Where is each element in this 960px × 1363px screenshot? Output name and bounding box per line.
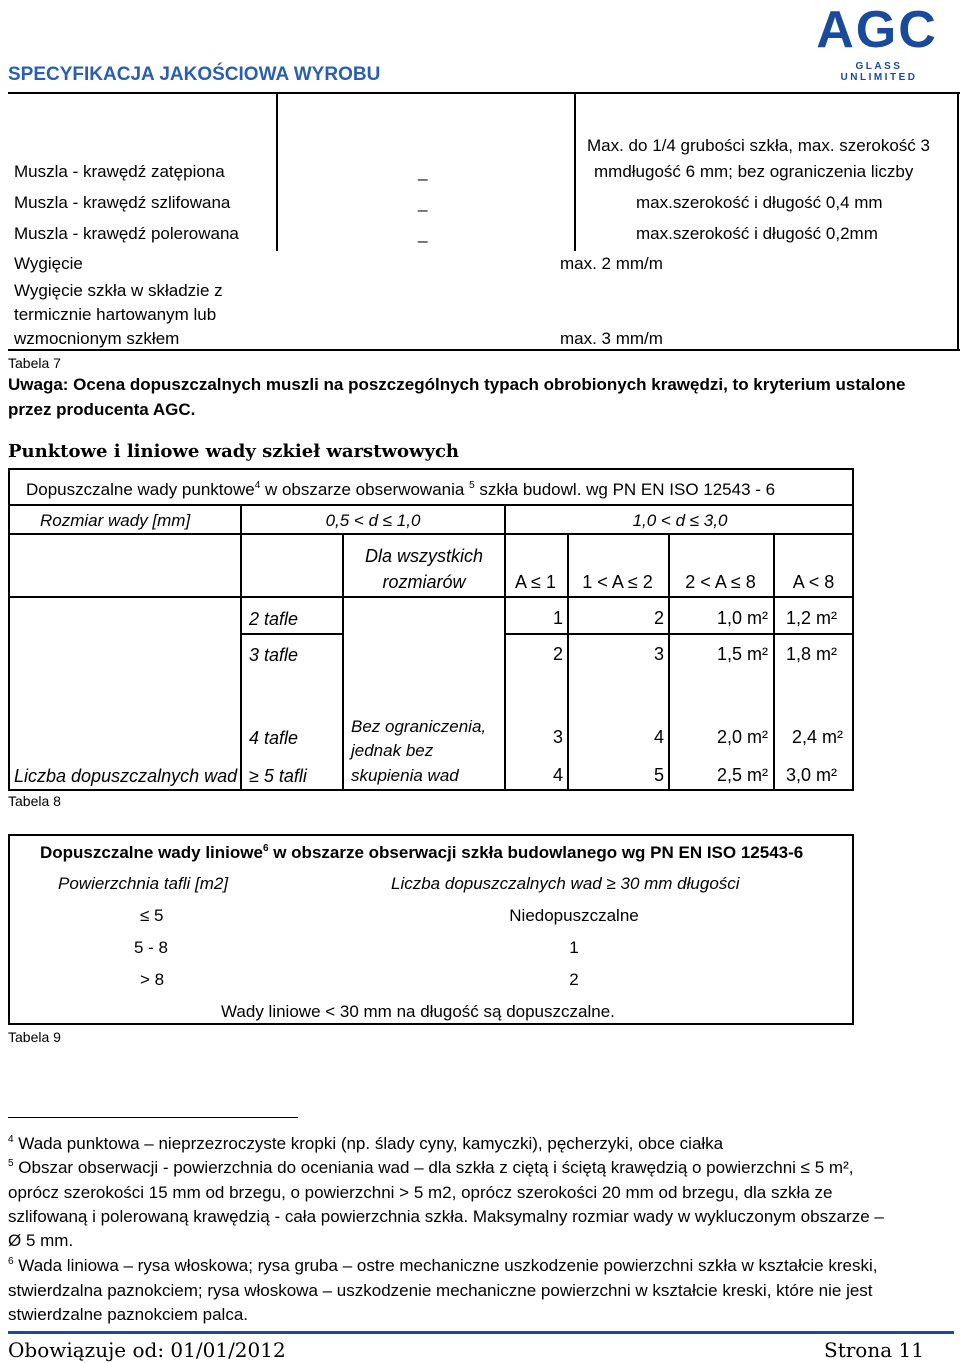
table-cell: 2,4 m² [791, 727, 843, 747]
logo-tagline: GLASS UNLIMITED [840, 61, 918, 83]
table-cell: 2,0 m² [716, 727, 768, 747]
footnote-4: $^4$ Wada punktowa – nieprzezroczyste kropki (np. ślady cyny, kamyczki), pęcherzyki, obce ciałka [8, 1134, 724, 1153]
area-header: A < 8 [792, 572, 835, 592]
table-7-note: przez producenta AGC. [8, 400, 196, 419]
table-row-label: Muszla - krawędź polerowana [14, 224, 239, 243]
table-cell: 3 [552, 727, 563, 747]
table-cell: 1,0 m² [716, 608, 768, 628]
table-row-value: mmdługość 6 mm; bez ograniczenia liczby [594, 162, 914, 181]
table-cell: 4 [552, 765, 563, 785]
unlimited-label: Bez ograniczenia, [351, 717, 487, 736]
footnote-divider [8, 1117, 298, 1118]
table-row-value: max.szerokość i długość 0,4 mm [636, 193, 883, 212]
footnote-5: szlifowaną i polerowaną krawędzią - cała powierzchnia szkła. Maksymalny rozmiar wady w wykluczonym obszarze – [8, 1207, 884, 1226]
count-cell: 2 [569, 970, 579, 989]
panes-label: ≥ 5 tafli [249, 766, 307, 786]
table-row-label: wzmocnionym szkłem [14, 329, 180, 348]
table-cell: 5 [653, 765, 664, 785]
table-row-label: termicznie hartowanym lub [14, 305, 217, 324]
agc-logo [812, 1, 952, 83]
table-cell: 1,2 m² [785, 608, 837, 628]
table-9-caption: Tabela 9 [8, 1029, 61, 1045]
panes-label: 3 tafle [249, 645, 299, 665]
table-cell: 1,5 m² [716, 644, 768, 664]
footnote-6: stwierdzalna paznokciem; rysa włoskowa – uszkodzenie mechaniczne powierzchni w kształcie kreski, które nie jest [8, 1281, 873, 1300]
table-cell: 1,8 m² [785, 644, 837, 664]
table-row-mid: _ [418, 193, 428, 212]
table-cell: 3 [653, 644, 664, 664]
footer-rule [8, 1331, 954, 1334]
table-cell: 1 [552, 608, 563, 628]
footnote-6: $^6$ Wada liniowa – rysa włoskowa; rysa gruba – ostre mechaniczne uszkodzenie powierzchni szkła w kształcie kreski, [8, 1256, 878, 1275]
panes-label: 2 tafle [249, 609, 299, 629]
table-row-value: Max. do 1/4 grubości szkła, max. szerokość 3 [587, 136, 930, 155]
table-row-label: Muszla - krawędź szlifowana [14, 193, 231, 212]
size-label: Rozmiar wady [mm] [40, 511, 191, 530]
count-label: Liczba dopuszczalnych wad [14, 766, 238, 786]
table-9-footer: Wady liniowe < 30 mm na długość są dopuszczalne. [221, 1002, 615, 1021]
all-sizes-label: Dla wszystkich [364, 546, 484, 566]
table-cell: 2,5 m² [716, 765, 768, 785]
table-7-note: Uwaga: Ocena dopuszczalnych muszli na poszczególnych typach obrobionych krawędzi, to kryterium ustalone [8, 375, 906, 394]
table-row-label: Wygięcie szkła w składzie z [14, 281, 223, 300]
area-cell: > 8 [140, 970, 165, 989]
table-row-mid: _ [418, 162, 428, 181]
area-cell: 5 - 8 [134, 938, 169, 957]
table-row-label: Muszla - krawędź zatępiona [14, 162, 225, 181]
table-9-col1: Powierzchnia tafli [m2] [58, 874, 229, 893]
table-row-mid: _ [418, 224, 428, 243]
area-cell: ≤ 5 [140, 906, 164, 925]
unlimited-label: jednak bez [351, 741, 434, 760]
panes-label: 4 tafle [249, 728, 299, 748]
table-7-caption: Tabela 7 [8, 355, 61, 371]
table-8-title: Dopuszczalne wady punktowe$^4$ w obszarze obserwowania $^5$ szkła budowl. wg PN EN ISO 12543 - 6 [26, 480, 776, 499]
table-row-value: max. 3 mm/m [560, 329, 663, 348]
table-row-label: Wygięcie [14, 254, 83, 273]
footnote-5: oprócz szerokości 15 mm od brzegu, o powierzchni > 5 m2, oprócz szerokości 20 mm od brzegu, dla szkła ze [8, 1183, 833, 1202]
area-header: 2 < A ≤ 8 [685, 572, 756, 592]
table-9-col2: Liczba dopuszczalnych wad ≥ 30 mm długości [391, 874, 740, 893]
all-sizes-label: rozmiarów [382, 572, 466, 592]
effective-date: Obowiązuje od: 01/01/2012 [8, 1338, 286, 1362]
count-cell: 1 [569, 938, 579, 957]
area-header: 1 < A ≤ 2 [582, 572, 653, 592]
table-8-caption: Tabela 8 [8, 793, 61, 809]
table-row-value: max. 2 mm/m [560, 254, 663, 273]
footnote-6: stwierdzalne paznokciem palca. [8, 1305, 249, 1324]
area-header: A ≤ 1 [515, 572, 556, 592]
table-cell: 2 [552, 644, 563, 664]
table-row-value: max.szerokość i długość 0,2mm [636, 224, 878, 243]
section-heading: Punktowe i liniowe wady szkieł warstwowych [8, 441, 460, 462]
range-2: 1,0 < d ≤ 3,0 [632, 511, 728, 530]
page-number: Strona 11 [824, 1338, 924, 1362]
table-cell: 4 [653, 727, 664, 747]
page-title: SPECYFIKACJA JAKOŚCIOWA WYROBU [8, 64, 381, 85]
logo-text: AGC [816, 1, 938, 59]
footnote-5: $^5$ Obszar obserwacji - powierzchnia do oceniania wad – dla szkła z ciętą i ściętą krawędzią o powierzchni ≤ 5 m², [8, 1158, 854, 1177]
footnote-5: Ø 5 mm. [8, 1231, 74, 1250]
table-9-title: Dopuszczalne wady liniowe$^6$ w obszarze obserwacji szkła budowlanego wg PN EN ISO 12543-6 [40, 843, 804, 862]
count-cell: Niedopuszczalne [509, 906, 639, 925]
table-cell: 3,0 m² [785, 765, 837, 785]
unlimited-label: skupienia wad [351, 766, 459, 785]
range-1: 0,5 < d ≤ 1,0 [325, 511, 421, 530]
table-cell: 2 [653, 608, 664, 628]
